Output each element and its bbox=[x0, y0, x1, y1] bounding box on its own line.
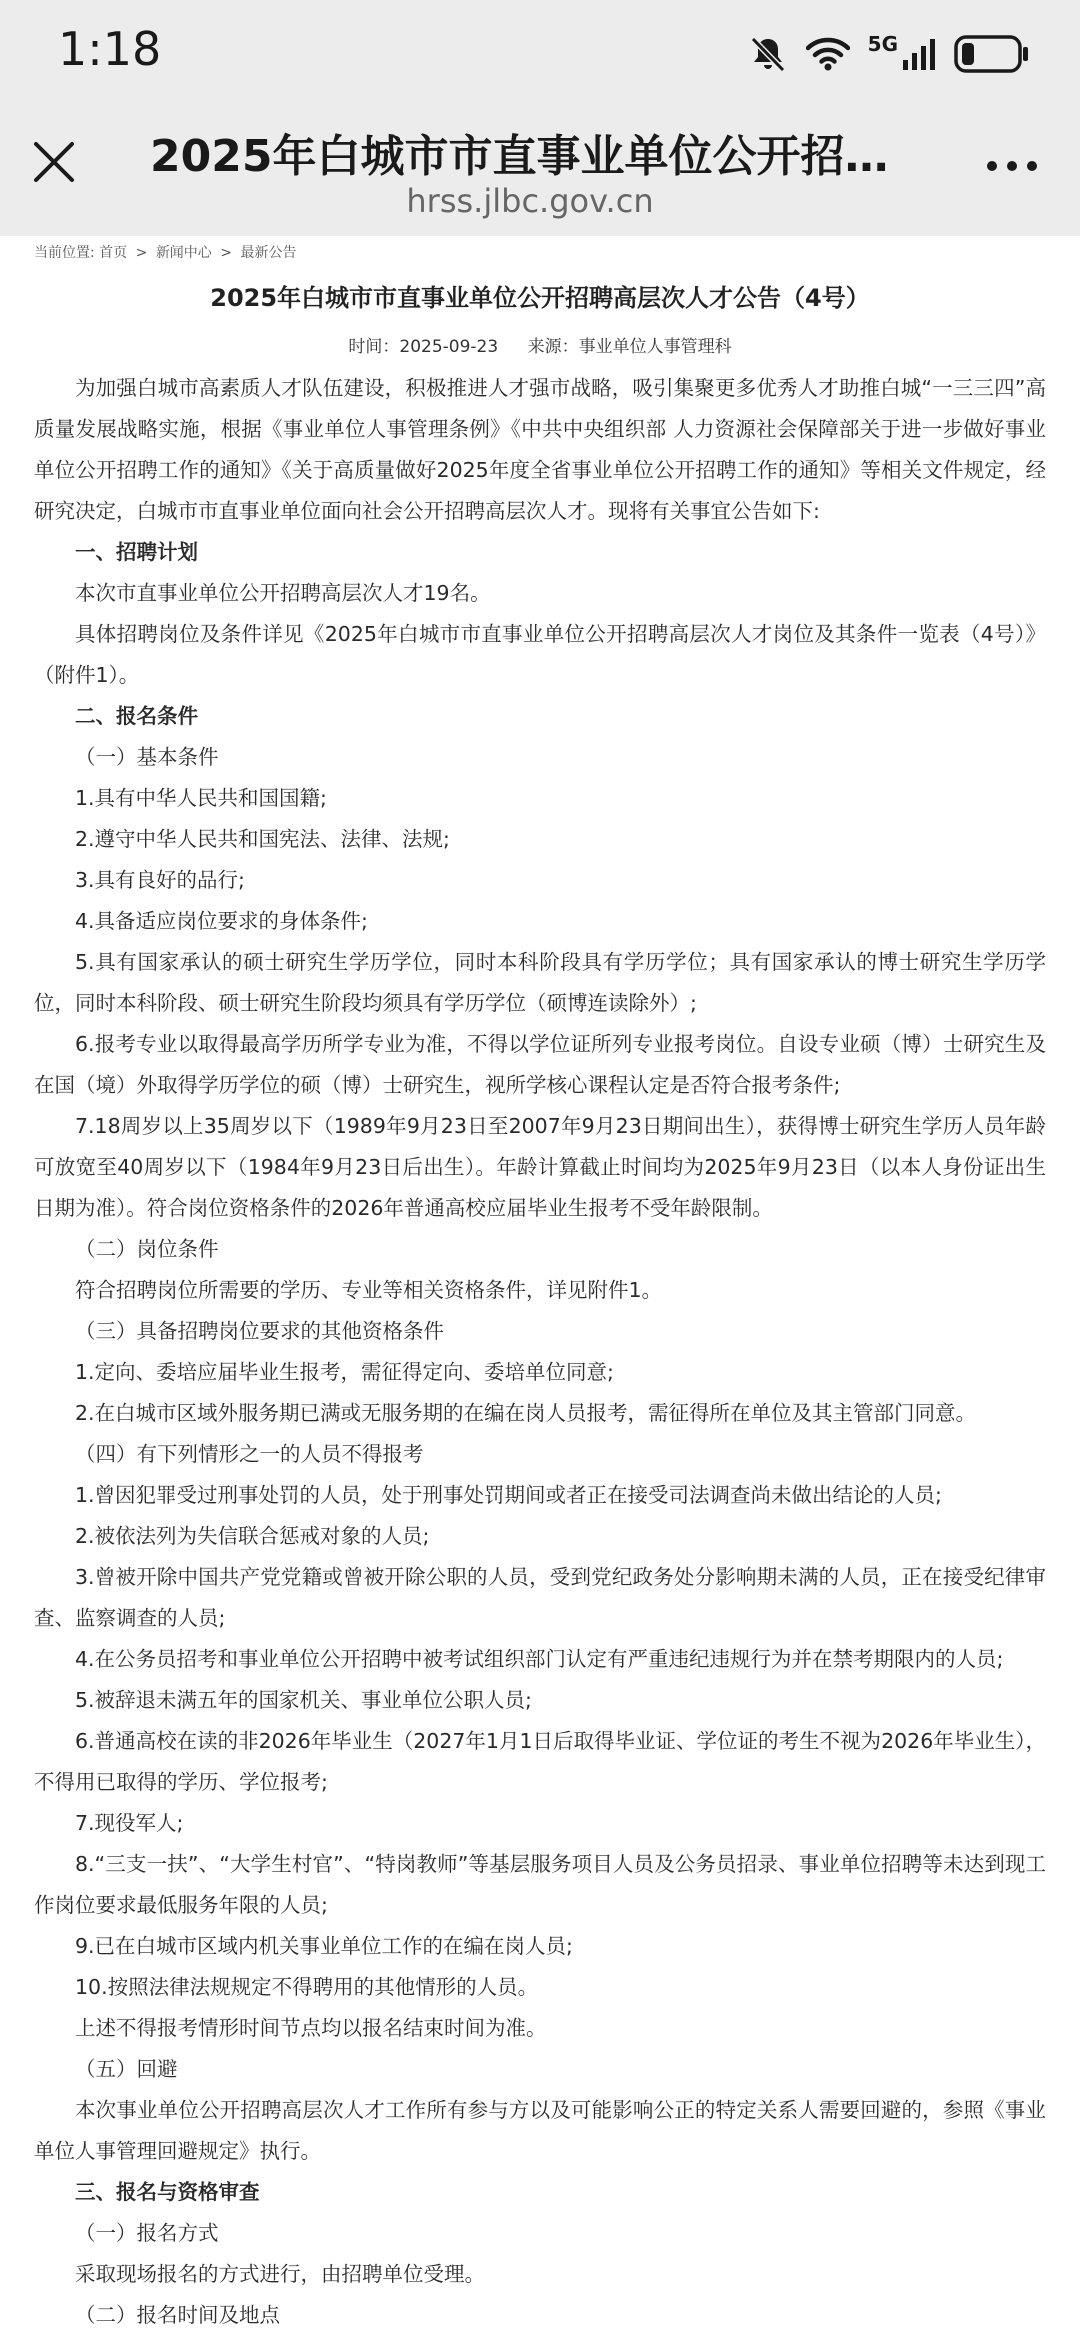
article-paragraph: 5.具有国家承认的硕士研究生学历学位，同时本科阶段具有学历学位；具有国家承认的博士研究生学历学位，同时本科阶段、硕士研究生阶段均须具有学历学位（硕博连读除外）; bbox=[34, 950, 1046, 1015]
subsection-heading: （二）报名时间及地点 bbox=[75, 2303, 280, 2327]
article-paragraph: 2.遵守中华人民共和国宪法、法律、法规; bbox=[75, 827, 450, 851]
article-paragraph: 4.在公务员招考和事业单位公开招聘中被考试组织部门认定有严重违纪违规行为并在禁考期限内的人员; bbox=[75, 1647, 1004, 1671]
breadcrumb-separator: > bbox=[220, 245, 232, 261]
wifi-icon bbox=[806, 36, 850, 72]
subsection-heading: （二）岗位条件 bbox=[75, 1237, 219, 1261]
breadcrumb-news-center[interactable]: 新闻中心 bbox=[155, 245, 212, 261]
breadcrumb-separator: > bbox=[135, 245, 148, 261]
article-paragraph: 2.在白城市区域外服务期已满或无服务期的在编在岗人员报考，需征得所在单位及其主管部门同意。 bbox=[75, 1401, 977, 1425]
status-time: 1:18 bbox=[58, 22, 162, 76]
section-heading: 二、报名条件 bbox=[75, 704, 198, 728]
article-paragraph: 10.按照法律法规规定不得聘用的其他情形的人员。 bbox=[75, 1975, 539, 1999]
section-heading: 一、招聘计划 bbox=[75, 540, 198, 564]
article-paragraph: 上述不得报考情形时间节点均以报名结束时间为准。 bbox=[75, 2016, 547, 2040]
article-paragraph: 1.定向、委培应届毕业生报考，需征得定向、委培单位同意; bbox=[75, 1360, 614, 1384]
subsection-heading: （五）回避 bbox=[75, 2057, 178, 2081]
breadcrumb-label: 当前位置: bbox=[34, 245, 95, 261]
mute-bell-icon bbox=[748, 34, 788, 74]
article-paragraph: 采取现场报名的方式进行，由招聘单位受理。 bbox=[75, 2262, 485, 2286]
article-body bbox=[34, 368, 1046, 2336]
subsection-heading: （三）具备招聘岗位要求的其他资格条件 bbox=[75, 1319, 444, 1343]
article-meta bbox=[0, 332, 1080, 357]
article-paragraph: 9.已在白城市区域内机关事业单位工作的在编在岗人员; bbox=[75, 1934, 573, 1958]
article-paragraph: 4.具备适应岗位要求的身体条件; bbox=[75, 909, 368, 933]
breadcrumb-home[interactable]: 首页 bbox=[99, 245, 128, 261]
article-paragraph: 为加强白城市高素质人才队伍建设，积极推进人才强市战略，吸引集聚更多优秀人才助推白城“一三三四”高质量发展战略实施，根据《事业单位人事管理条例》《中共中央组织部 人力资源社会保障部关于进一步做好事业单位公开招聘工作的通知》《关于高质量做好2025年度全省事业单位公开招聘工作的通知》等相关文件规定，经研究决定，白城市市直事业单位面向社会公开招聘高层次人才。现将有关事宜公告如下: bbox=[34, 376, 1046, 523]
browser-toolbar bbox=[0, 108, 1080, 236]
article-paragraph: 符合招聘岗位所需要的学历、专业等相关资格条件，详见附件1。 bbox=[75, 1278, 663, 1302]
breadcrumb-latest-notices[interactable]: 最新公告 bbox=[240, 245, 297, 261]
article-paragraph: 本次市直事业单位公开招聘高层次人才19名。 bbox=[75, 581, 491, 605]
section-heading: 三、报名与资格审查 bbox=[75, 2180, 260, 2204]
article-paragraph: 1.曾因犯罪受过刑事处罚的人员，处于刑事处罚期间或者正在接受司法调查尚未做出结论的人员; bbox=[75, 1483, 942, 1507]
status-icons bbox=[748, 32, 1030, 76]
status-bar bbox=[0, 0, 1080, 108]
article-source: 来源：事业单位人事管理科 bbox=[527, 337, 732, 357]
subsection-heading: （四）有下列情形之一的人员不得报考 bbox=[75, 1442, 424, 1466]
article-paragraph: 6.普通高校在读的非2026年毕业生（2027年1月1日后取得毕业证、学位证的考生不视为2026年毕业生），不得用已取得的学历、学位报考; bbox=[34, 1729, 1046, 1794]
network-type: 5G bbox=[867, 32, 898, 56]
article-paragraph: 8.“三支一扶”、“大学生村官”、“特岗教师”等基层服务项目人员及公务员招录、事业单位招聘等未达到现工作岗位要求最低服务年限的人员; bbox=[34, 1852, 1046, 1917]
article-paragraph: 本次事业单位公开招聘高层次人才工作所有参与方以及可能影响公正的特定关系人需要回避的，参照《事业单位人事管理回避规定》执行。 bbox=[34, 2098, 1046, 2163]
web-content bbox=[0, 236, 1080, 2340]
signal-icon bbox=[902, 38, 936, 70]
subsection-heading: （一）报名方式 bbox=[75, 2221, 219, 2245]
article-title: 2025年白城市市直事业单位公开招聘高层次人才公告（4号） bbox=[210, 284, 870, 312]
article-paragraph: 7.现役军人; bbox=[75, 1811, 184, 1835]
article-paragraph: 3.具有良好的品行; bbox=[75, 868, 245, 892]
article-paragraph: 6.报考专业以取得最高学历所学专业为准，不得以学位证所列专业报考岗位。自设专业硕（博）士研究生及在国（境）外取得学历学位的硕（博）士研究生，视所学核心课程认定是否符合报考条件; bbox=[34, 1032, 1046, 1097]
breadcrumb bbox=[34, 242, 296, 262]
article-paragraph: 3.曾被开除中国共产党党籍或曾被开除公职的人员，受到党纪政务处分影响期未满的人员，正在接受纪律审查、监察调查的人员; bbox=[34, 1565, 1046, 1630]
article-paragraph: 1.具有中华人民共和国国籍; bbox=[75, 786, 327, 810]
article-date: 时间：2025-09-23 bbox=[348, 337, 499, 357]
page-url[interactable]: hrss.jlbc.gov.cn bbox=[406, 182, 654, 220]
battery-icon bbox=[954, 35, 1030, 73]
close-icon[interactable] bbox=[30, 138, 78, 186]
subsection-heading: （一）基本条件 bbox=[75, 745, 219, 769]
article-paragraph: 7.18周岁以上35周岁以下（1989年9月23日至2007年9月23日期间出生），获得博士研究生学历人员年龄可放宽至40周岁以下（1984年9月23日后出生）。年龄计算截止时间均为2025年9月23日（以本人身份证出生日期为准）。符合岗位资格条件的2026年普通高校应届毕业生报考不受年龄限制。 bbox=[34, 1114, 1046, 1220]
page-title: 2025年白城市市直事业单位公开招… bbox=[150, 131, 889, 182]
article-paragraph: 2.被依法列为失信联合惩戒对象的人员; bbox=[75, 1524, 430, 1548]
more-options-icon[interactable] bbox=[984, 158, 1040, 174]
article-paragraph: 5.被辞退未满五年的国家机关、事业单位公职人员; bbox=[75, 1688, 532, 1712]
article-paragraph: 具体招聘岗位及条件详见《2025年白城市市直事业单位公开招聘高层次人才岗位及其条件一览表（4号）》（附件1）。 bbox=[34, 622, 1046, 687]
